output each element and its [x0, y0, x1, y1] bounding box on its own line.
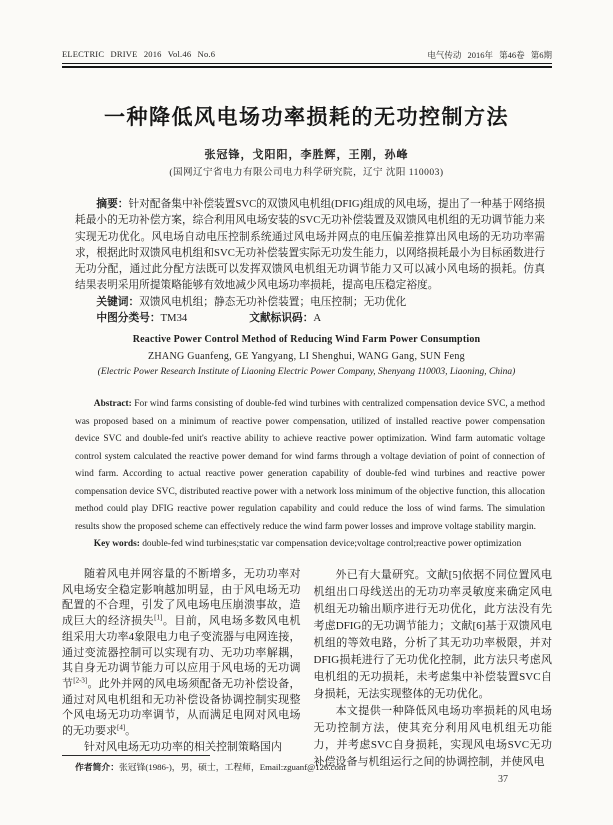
paragraph-literature: 外已有大量研究。文献[5]依据不同位置风电机组出口母线送出的无功功率灵敏度来确定风电机组无功输出顺序进行无功优化，此方法没有先考虑DFIG的无功调节能力；文献[6]基于双馈风电机组的等效电路，分析了其无功功率极限，并对DFIG损耗进行了无功优化控制，此方法只考虑风电机组的无功损耗，未考虑集中补偿装置SVC自身损耗，无法实现整体的无功优化。	[313, 569, 552, 700]
keywords-en	[75, 536, 545, 554]
abstract-cn-label: 摘要：	[96, 198, 129, 210]
keywords-cn-text: 双馈风电机组；静态无功补偿装置；电压控制；无功优化	[139, 295, 407, 308]
body-columns	[62, 567, 552, 777]
paragraph-text: 。目前，风电场多数风电机组采用大功率4象限电力电子变流器与电网连接，通过变流器控制可以实现有功、无功功率解耦，其自身无功调节能力可以应用于风电场的无功调节	[62, 615, 301, 690]
paragraph-intro	[62, 567, 301, 740]
doc-code-value: A	[313, 312, 322, 325]
authors-cn: 张冠锋，戈阳阳，李胜辉，王刚，孙峰	[204, 149, 409, 161]
author-bio-text: 张冠锋(1986-)，男，硕士，工程师，Email:zguanf@126.com	[119, 762, 346, 772]
doc-code-label: 文献标识码：	[249, 312, 314, 325]
keywords-cn-label: 关键词：	[96, 295, 140, 308]
header-rule-thin	[62, 63, 552, 64]
journal-header-left: ELECTRIC DRIVE 2016 Vol.46 No.6	[62, 49, 216, 59]
paragraph-text: 。	[125, 725, 137, 738]
body-column-left	[62, 567, 301, 757]
journal-header	[62, 49, 552, 61]
classification-row	[75, 310, 545, 326]
abstract-cn	[75, 196, 545, 294]
affiliation-en: (Electric Power Research Institute of Liaoning Electric Power Company, Shenyang 110003, Liaoning, China)	[97, 367, 516, 377]
body-column-right	[314, 567, 553, 777]
reference-superscript-4: [4]	[117, 723, 126, 732]
footnote-rule	[62, 755, 210, 756]
abstract-en	[75, 396, 545, 536]
keywords-en-text: double-fed wind turbines;static var compensation device;voltage control;reactive power optimization	[139, 539, 522, 549]
chinese-abstract-block	[75, 196, 545, 326]
paragraph-text: 。此外并网的风电场须配备无功补偿设备，通过对风电机组和无功补偿设备协调控制实现整个风电场无功功率调节，从而满足电网对风电场的无功要求	[62, 677, 301, 738]
keywords-en-label: Key words:	[93, 539, 140, 549]
paper-title-en: Reactive Power Control Method of Reducing Wind Farm Power Consumption	[132, 334, 481, 345]
paragraph-text: 随着风电并网容量的不断增多，无功功率对风电场安全稳定影响越加明显，由于风电场无功配置的不合理，引发了风电场电压崩溃事故，造成巨大的经济损失	[62, 568, 301, 628]
authors-en: ZHANG Guanfeng, GE Yangyang, LI Shenghui, WANG Gang, SUN Feng	[148, 351, 465, 362]
author-bio-footnote	[75, 760, 495, 773]
abstract-cn-text: 针对配备集中补偿装置SVC的双馈风电机组(DFIG)组成的风电场，提出了一种基于网络损耗最小的无功补偿方案，综合利用风电场安装的SVC无功补偿装置及双馈风电机组的无功调节能力来实现无功优化。风电场自动电压控制系统通过风电场并网点的电压偏差推算出风电场的无功功率需求，根据此时双馈风电机组和SVC无功补偿装置实际无功发生能力，以网络损耗最小为目标函数进行无功分配，通过此分配方法既可以发挥双馈风电机组无功调节能力又可以减小风电场的损耗。仿真结果表明采用所提策略能够有效地减少风电场功率损耗，提高电压稳定裕度。	[75, 198, 545, 292]
abstract-en-text: For wind farms consisting of double-fed wind turbines with centralized compensation device SVC, a method was proposed based on a minimum of reactive power compensation, utilized of installed reactive power compensation device SVC and double-fed unit's reactive ability to achieve reactive power optimization. Wind farm automatic voltage control system calculated the reactive power demand for wind farms through a voltage deviation of point of connection of wind farm. According to actual reactive power generation capability of double-fed wind turbines and reactive power compensation device SVC, distributed reactive power with a network loss minimum of the objective function, this allocation method could play DFIG reactive power regulation capability and could reduce the loss of wind farms. The simulation results show the proposed scheme can effectively reduce the wind farm power losses and improve voltage stability margin.	[75, 399, 545, 532]
clc-label: 中图分类号：	[96, 312, 161, 325]
reference-superscript-1: [1]	[154, 613, 163, 622]
reference-superscript-2-3: [2-3]	[73, 676, 88, 685]
affiliation-cn: (国网辽宁省电力有限公司电力科学研究院，辽宁 沈阳 110003)	[169, 168, 444, 178]
paragraph-proposal: 本文提供一种降低风电场功率损耗的风电场无功控制方法，使其充分利用风电机组无功能力，并考虑SVC自身损耗，实现风电场SVC无功补偿设备与机组运行之间的协调控制，并使风电	[313, 705, 552, 768]
english-meta-block	[0, 334, 613, 377]
english-abstract-block	[75, 396, 545, 554]
abstract-en-label: Abstract:	[93, 399, 132, 409]
journal-header-right: 电气传动 2016年 第46卷 第6期	[427, 50, 552, 60]
paragraph-strategy: 针对风电场无功功率的相关控制策略国内	[84, 740, 282, 753]
author-bio-label: 作者简介：	[75, 762, 119, 772]
paper-title-cn: 一种降低风电场功率损耗的无功控制方法	[104, 105, 509, 129]
keywords-cn	[75, 294, 545, 310]
page-number: 37	[498, 774, 508, 785]
header-rule-thick	[62, 66, 552, 69]
header-rule	[62, 63, 552, 68]
clc-value: TM34	[160, 312, 188, 325]
